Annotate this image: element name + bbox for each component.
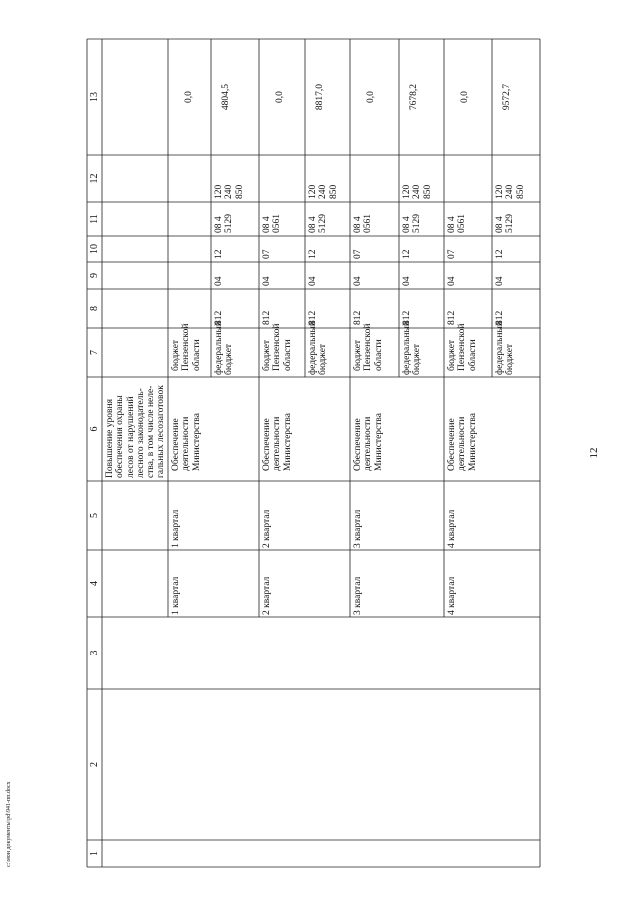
activity-text: Обеспечение деятельности Министерства <box>262 413 293 471</box>
amount-value: 7678,2 <box>409 83 419 111</box>
section-code: 04 <box>262 276 272 286</box>
target-article-code <box>171 204 183 233</box>
expense-type-code: 120 <box>214 184 224 199</box>
budget-source: бюджет Пензенской области <box>171 323 202 371</box>
target-article-code: 08 4 5129 <box>308 214 329 233</box>
column-number-11: 11 <box>89 214 100 224</box>
expense-type-code: 850 <box>422 184 433 199</box>
subsection-code: 12 <box>214 249 224 259</box>
subsection-code: 07 <box>353 249 363 259</box>
amount-value: 4804,5 <box>221 83 231 111</box>
budget-source: федеральный бюджет <box>495 321 516 375</box>
expense-type-codes <box>495 157 539 199</box>
column-number-5: 5 <box>89 513 100 518</box>
budget-source: бюджет Пензенской области <box>262 323 293 371</box>
section-code: 04 <box>353 276 363 286</box>
expense-type-codes <box>171 157 210 199</box>
section-code: 04 <box>447 276 457 286</box>
expense-type-codes <box>402 157 443 199</box>
quarter-col5: 3 квартал <box>353 509 363 548</box>
expense-type-codes <box>353 157 398 199</box>
column-number-2: 2 <box>89 762 100 767</box>
footer-file-path: c:\мои документы\pd\941-пп.docx <box>6 781 12 867</box>
subsection-code <box>171 238 183 259</box>
amount-value: 0,0 <box>275 91 285 103</box>
expense-type-code: 850 <box>234 184 245 199</box>
expense-type-code: 240 <box>412 184 423 199</box>
subsection-code: 07 <box>262 249 272 259</box>
expense-type-codes <box>262 157 304 199</box>
ministry-code <box>171 291 183 325</box>
ministry-code: 812 <box>353 310 363 325</box>
column-number-8: 8 <box>89 306 100 311</box>
amount-value: 0,0 <box>184 91 194 103</box>
activity-text: Обеспечение деятельности Министерства <box>171 413 202 471</box>
ministry-code: 812 <box>262 310 272 325</box>
target-article-code: 08 4 5129 <box>495 214 516 233</box>
budget-source: федеральный бюджет <box>214 321 235 375</box>
section-code: 04 <box>308 276 318 286</box>
activity-text: Обеспечение деятельности Министерства <box>447 413 478 471</box>
quarter-col4: 3 квартал <box>353 576 363 615</box>
subsection-code: 12 <box>308 249 318 259</box>
section-code: 04 <box>402 276 412 286</box>
ministry-code: 812 <box>308 310 318 325</box>
quarter-col5: 1 квартал <box>171 509 181 548</box>
column-number-7: 7 <box>89 350 100 355</box>
expense-type-code: 120 <box>402 184 412 199</box>
amount-value: 9572,7 <box>502 83 512 111</box>
column-number-4: 4 <box>89 581 100 586</box>
section-code <box>171 264 183 286</box>
activity-text: Обеспечение деятельности Министерства <box>353 413 384 471</box>
budget-source: федеральный бюджет <box>402 321 423 375</box>
expense-type-code: 240 <box>224 184 235 199</box>
ministry-code: 812 <box>447 310 457 325</box>
subsection-code: 12 <box>495 249 505 259</box>
expense-type-codes <box>214 157 258 199</box>
target-article-code: 08 4 0561 <box>353 214 374 233</box>
quarter-col4: 2 квартал <box>262 576 272 615</box>
subsection-code: 12 <box>402 249 412 259</box>
column-number-6: 6 <box>89 426 100 432</box>
section-code: 04 <box>495 276 505 286</box>
budget-source: федеральный бюджет <box>308 321 329 375</box>
amount-value: 0,0 <box>460 91 470 103</box>
quarter-col4: 1 квартал <box>171 576 181 615</box>
budget-source: бюджет Пензенской области <box>447 323 478 371</box>
target-article-code: 08 4 5129 <box>214 214 235 233</box>
target-article-code: 08 4 0561 <box>262 214 283 233</box>
ministry-code: 812 <box>214 310 224 325</box>
expense-type-code: 850 <box>328 184 339 199</box>
column-number-9: 9 <box>89 273 100 278</box>
section-code: 04 <box>214 276 224 286</box>
target-article-code: 08 4 0561 <box>447 214 468 233</box>
page-number: 12 <box>588 447 600 459</box>
budget-source: бюджет Пензенской области <box>353 323 384 371</box>
expense-type-code: 240 <box>505 184 516 199</box>
expense-type-code: 120 <box>495 184 505 199</box>
expense-type-code: 240 <box>318 184 329 199</box>
column-number-13: 13 <box>89 92 100 102</box>
expense-type-code: 120 <box>308 184 318 199</box>
column-number-1: 1 <box>89 851 100 856</box>
ministry-code: 812 <box>495 310 505 325</box>
column-number-10: 10 <box>89 244 100 254</box>
ministry-code: 812 <box>402 310 412 325</box>
expense-type-codes <box>447 157 491 199</box>
amount-value: 8817,0 <box>315 83 325 111</box>
subsection-code: 07 <box>447 249 457 259</box>
quarter-col4: 4 квартал <box>447 576 457 615</box>
quarter-col5: 2 квартал <box>262 509 272 548</box>
expense-type-codes <box>308 157 349 199</box>
quarter-col5: 4 квартал <box>447 509 457 548</box>
column-number-12: 12 <box>89 173 100 184</box>
column-number-3: 3 <box>89 650 100 656</box>
target-article-code: 08 4 5129 <box>402 214 423 233</box>
intro-text: Повышение уровня обеспечения охраны лесов от нарушений лесного законодатель-ства, в том числе неле-гальных лесозаготовок <box>105 385 167 478</box>
amount-value: 0,0 <box>366 91 376 103</box>
expense-type-code: 850 <box>515 184 526 199</box>
